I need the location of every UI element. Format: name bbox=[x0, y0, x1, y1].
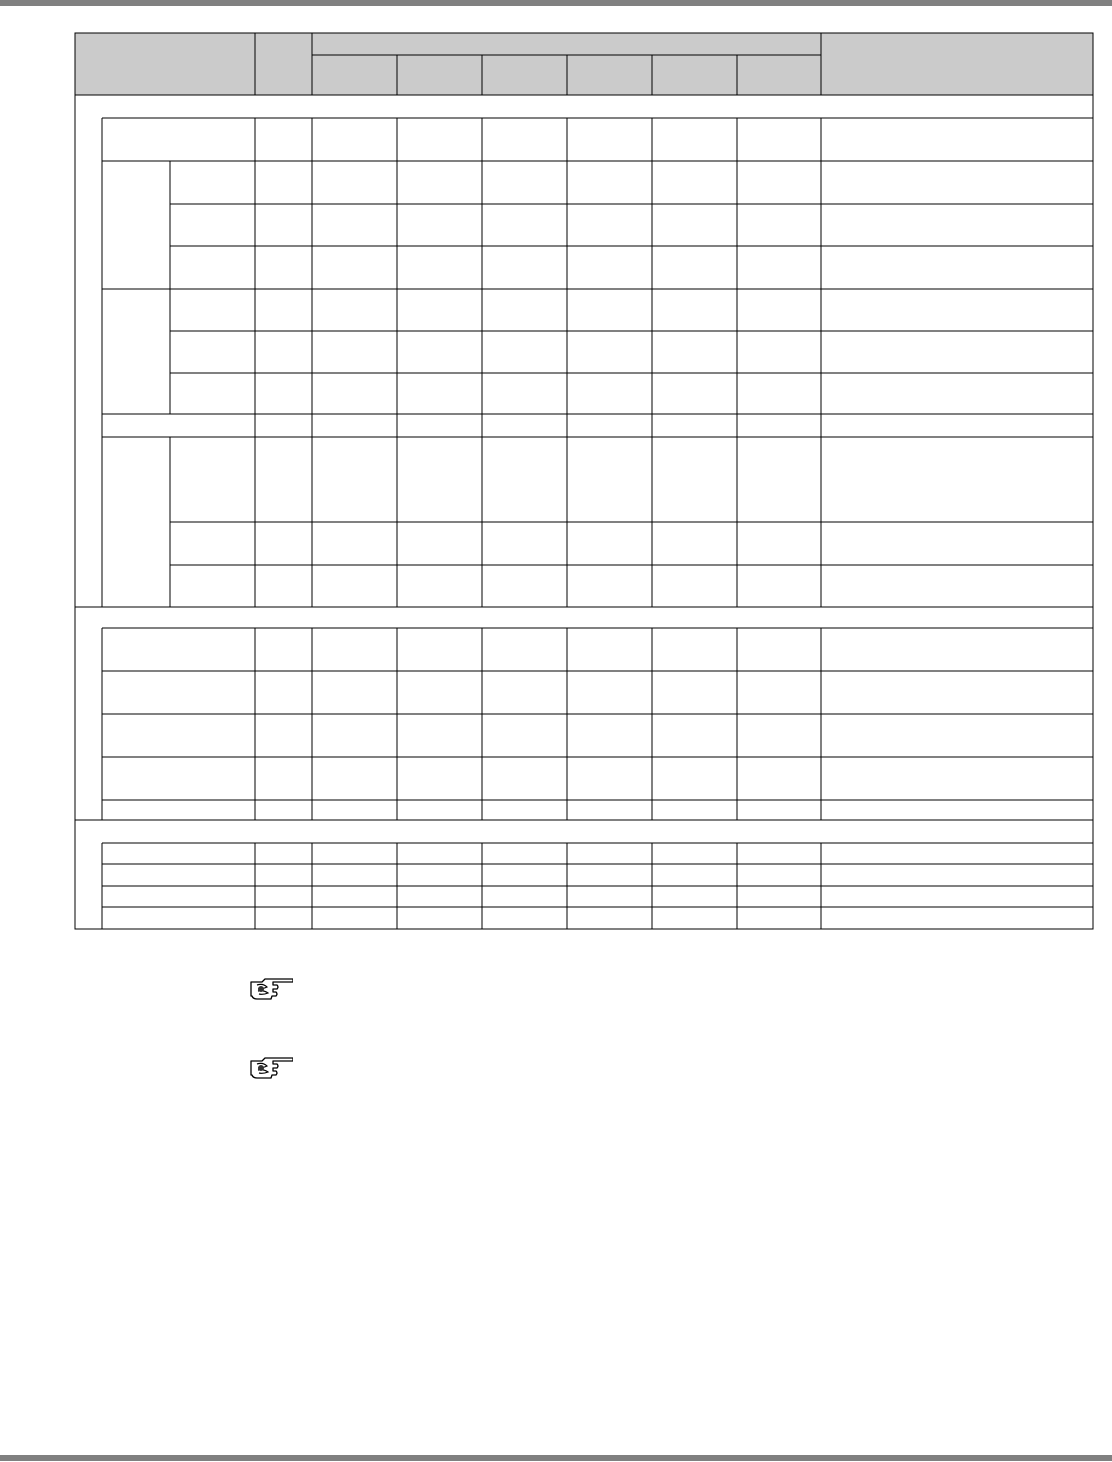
table-border bbox=[75, 33, 1093, 929]
page-footer-rule bbox=[0, 1455, 1112, 1461]
pointing-hand-icon bbox=[249, 1056, 293, 1082]
pointing-hand-icon bbox=[249, 977, 293, 1003]
table-header bbox=[75, 33, 1093, 95]
